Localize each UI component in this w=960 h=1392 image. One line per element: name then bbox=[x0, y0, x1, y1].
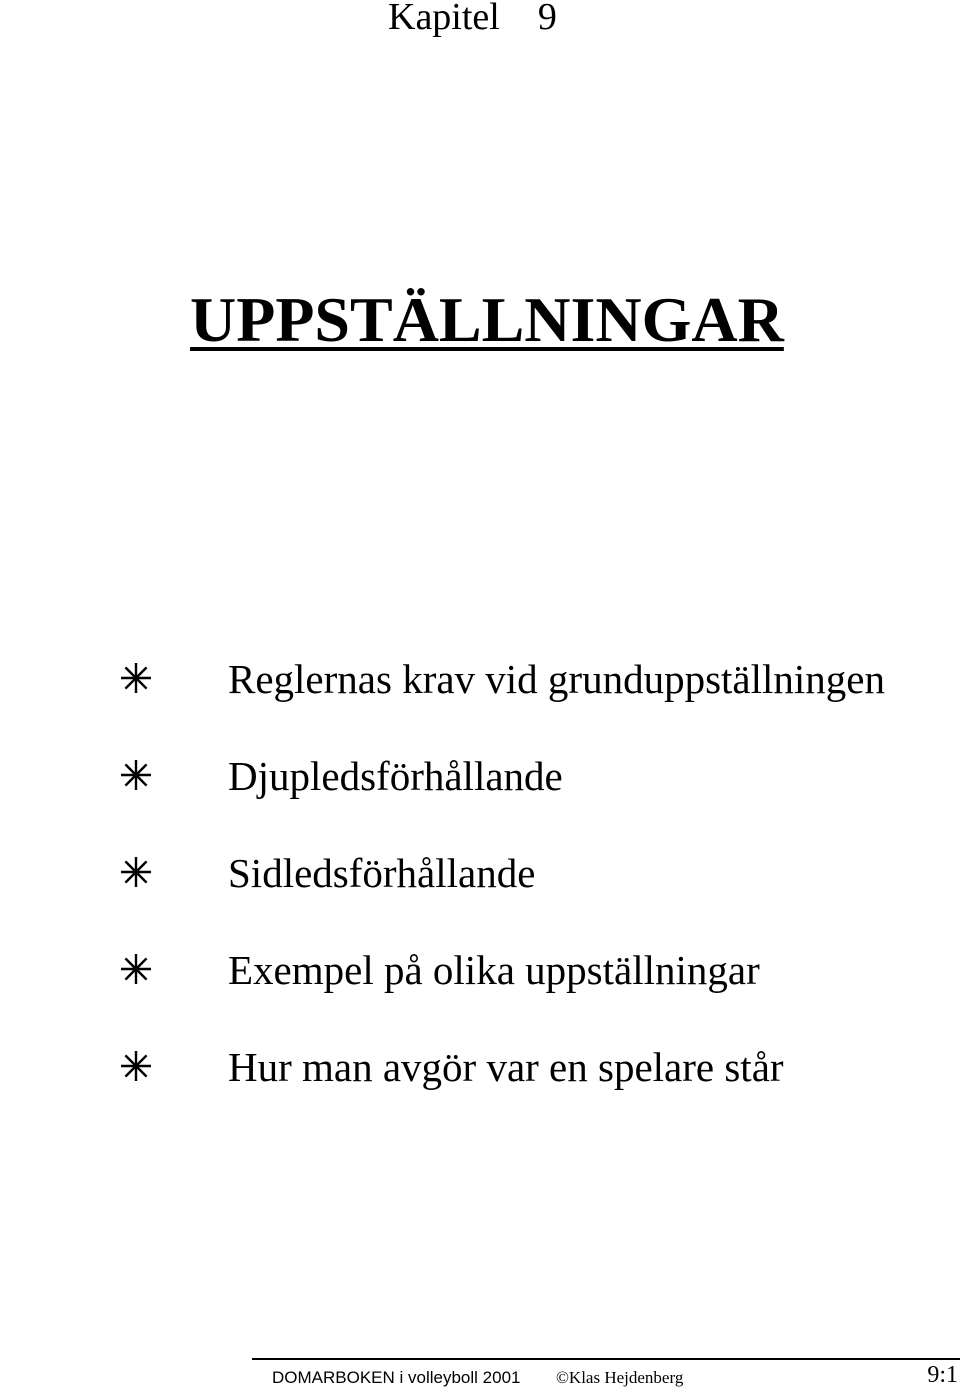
page-title: UPPSTÄLLNINGAR bbox=[190, 284, 784, 355]
list-item bbox=[0, 749, 960, 846]
chapter-number: 9 bbox=[537, 0, 557, 38]
topic-label: Sidledsförhållande bbox=[228, 850, 536, 896]
topic-label: Hur man avgör var en spelare står bbox=[228, 1044, 784, 1090]
topic-label: Exempel på olika uppställningar bbox=[228, 947, 760, 993]
asterisk-icon bbox=[120, 953, 152, 985]
footer-author: ©Klas Hejdenberg bbox=[556, 1368, 684, 1387]
asterisk-icon bbox=[120, 1050, 152, 1082]
page-footer bbox=[0, 1364, 960, 1392]
asterisk-icon bbox=[120, 662, 152, 694]
list-item bbox=[0, 652, 960, 749]
list-item bbox=[0, 1040, 960, 1137]
topic-label: Reglernas krav vid grunduppställningen bbox=[228, 656, 886, 702]
list-item bbox=[0, 943, 960, 1040]
chapter-label: Kapitel bbox=[388, 0, 500, 38]
topic-list bbox=[0, 652, 960, 1137]
footer-divider bbox=[252, 1358, 960, 1360]
asterisk-icon bbox=[120, 856, 152, 888]
topic-label: Djupledsförhållande bbox=[228, 753, 563, 799]
footer-book-title: DOMARBOKEN i volleyboll 2001 bbox=[272, 1368, 521, 1387]
footer-page-number: 9:1 bbox=[927, 1362, 958, 1388]
list-item bbox=[0, 846, 960, 943]
asterisk-icon bbox=[120, 759, 152, 791]
chapter-heading bbox=[388, 0, 557, 40]
